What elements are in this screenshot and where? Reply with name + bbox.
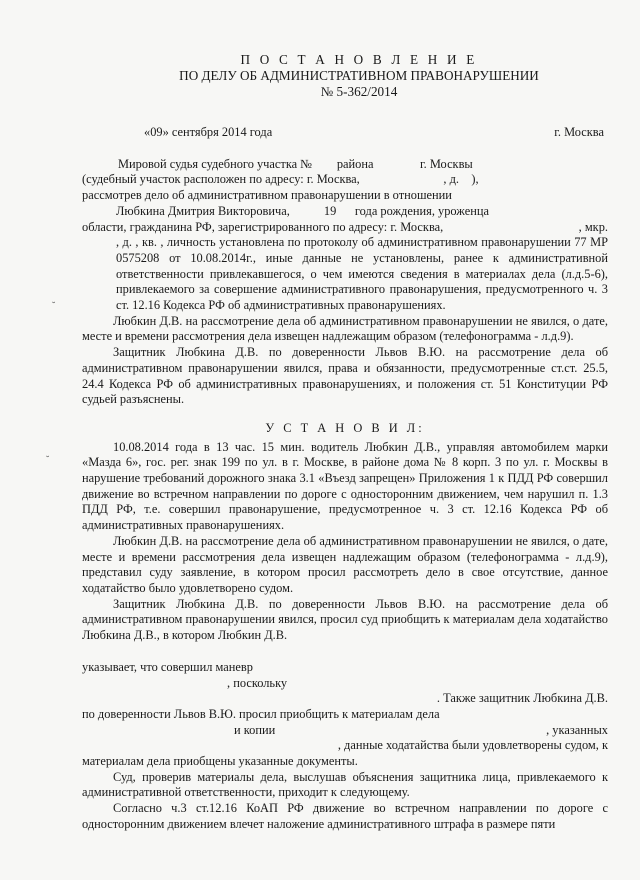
paragraph: Согласно ч.3 ст.12.16 КоАП РФ движение во встречном направлении по дороге с односторонним движением влечет наложение административного штрафа в размере пяти	[82, 801, 608, 831]
document-city: г. Москва	[554, 125, 604, 139]
date-line	[116, 125, 608, 141]
case-number: № 5-362/2014	[320, 84, 398, 99]
paragraph-line: материалам дела приобщены указанные документы.	[82, 754, 358, 769]
document-body	[82, 52, 608, 833]
paragraph: Защитник Любкина Д.В. по доверенности Львов В.Ю. на рассмотрение дела об административном правонарушении явился, права и обязанности, предусмотренные ст.ст. 25.5, 24.4 Кодекса РФ об административных правонарушениях, и положения ст. 51 Конституции РФ судьей разъяснены.	[82, 345, 608, 407]
paragraph-fragment: и копии	[234, 722, 276, 737]
intro	[82, 156, 608, 204]
paragraph-person	[82, 204, 608, 314]
paragraph: , д. , кв. , личность установлена по протоколу об административном правонарушении 77 МР 0575208 от 10.08.2014г., иные данные не установлены, ранее к административной ответственности привлекавшегося, о чем имеются сведения в материалах дела (л.д.5-6), привлекаемого за совершение административного правонарушения, предусмотренного ч. 3 ст. 12.16 Кодекса РФ об административных правонарушениях.	[116, 235, 608, 313]
document-date: «09» сентября 2014 года	[144, 125, 273, 139]
paragraph: 10.08.2014 года в 13 час. 15 мин. водитель Любкин Д.В., управляя автомобилем марки «Мазда 6», гос. рег. знак 199 по ул. в г. Москве, в районе дома № 8 корп. 3 по ул. г. Москвы в нарушение требований дорожного знака 3.1 «Въезд запрещен» Приложения 1 к ПДД РФ совершил движение во встречном направлении по дороге с односторонним движением, чем нарушил п. 1.3 ПДД РФ, т.е. совершил правонарушение, предусмотренное ч. 3 ст. 12.16 Кодекса РФ об административных правонарушениях.	[82, 439, 608, 533]
paragraph-line: Любкина Дмитрия Викторовича, 19 года рождения, уроженца	[116, 203, 489, 218]
paragraph-line: , поскольку	[227, 675, 288, 690]
intro-line: рассмотрев дело об административном правонарушении в отношении	[82, 188, 452, 203]
paragraph-line	[82, 220, 608, 236]
margin-mark: ˘	[46, 455, 50, 466]
document-title	[110, 52, 608, 100]
paragraph-fragment: , указанных	[546, 722, 608, 737]
title-line: П О С Т А Н О В Л Е Н И Е	[240, 52, 478, 67]
paragraph-line: , данные ходатайства были удовлетворены судом, к	[337, 738, 608, 753]
paragraph-line	[82, 723, 608, 739]
paragraph-fragment: , мкр.	[578, 219, 608, 234]
paragraph: Любкин Д.В. на рассмотрение дела об административном правонарушении не явился, о дате, месте и времени рассмотрения дела извещен надлежащим образом (телефонограмма - л.д.9), представил суду заявление, в котором просил рассмотреть дело в свое отсутствие, данное ходатайство было удовлетворено судом.	[82, 533, 608, 595]
intro-line: (судебный участок расположен по адресу: г. Москва, , д. ),	[82, 172, 479, 187]
margin-mark: ˘	[52, 301, 56, 312]
paragraph: Защитник Любкина Д.В. по доверенности Львов В.Ю. на рассмотрение дела об административном правонарушении явился, просил суд приобщить к материалам дела ходатайство Любкина Д.В., в котором Любкин Д.В.	[82, 596, 608, 643]
paragraph: Любкин Д.В. на рассмотрение дела об административном правонарушении не явился, о дате, месте и времени рассмотрения дела извещен надлежащим образом (телефонограмма - л.д.9).	[82, 313, 608, 344]
paragraph-fragment: области, гражданина РФ, зарегистрированного по адресу: г. Москва,	[82, 219, 444, 234]
paragraph-line: указывает, что совершил маневр	[82, 659, 253, 674]
title-line: ПО ДЕЛУ ОБ АДМИНИСТРАТИВНОМ ПРАВОНАРУШЕНИИ	[179, 68, 539, 83]
paragraph-line: . Также защитник Любкина Д.В.	[436, 691, 608, 706]
section-heading: У С Т А Н О В И Л:	[265, 420, 425, 435]
intro-line: Мировой судья судебного участка № района г. Москвы	[118, 156, 473, 171]
paragraph: Суд, проверив материалы дела, выслушав объяснения защитника лица, привлекаемого к административной ответственности, приходит к следующему.	[82, 769, 608, 800]
paragraph-line: по доверенности Львов В.Ю. просил приобщить к материалам дела	[82, 706, 440, 721]
